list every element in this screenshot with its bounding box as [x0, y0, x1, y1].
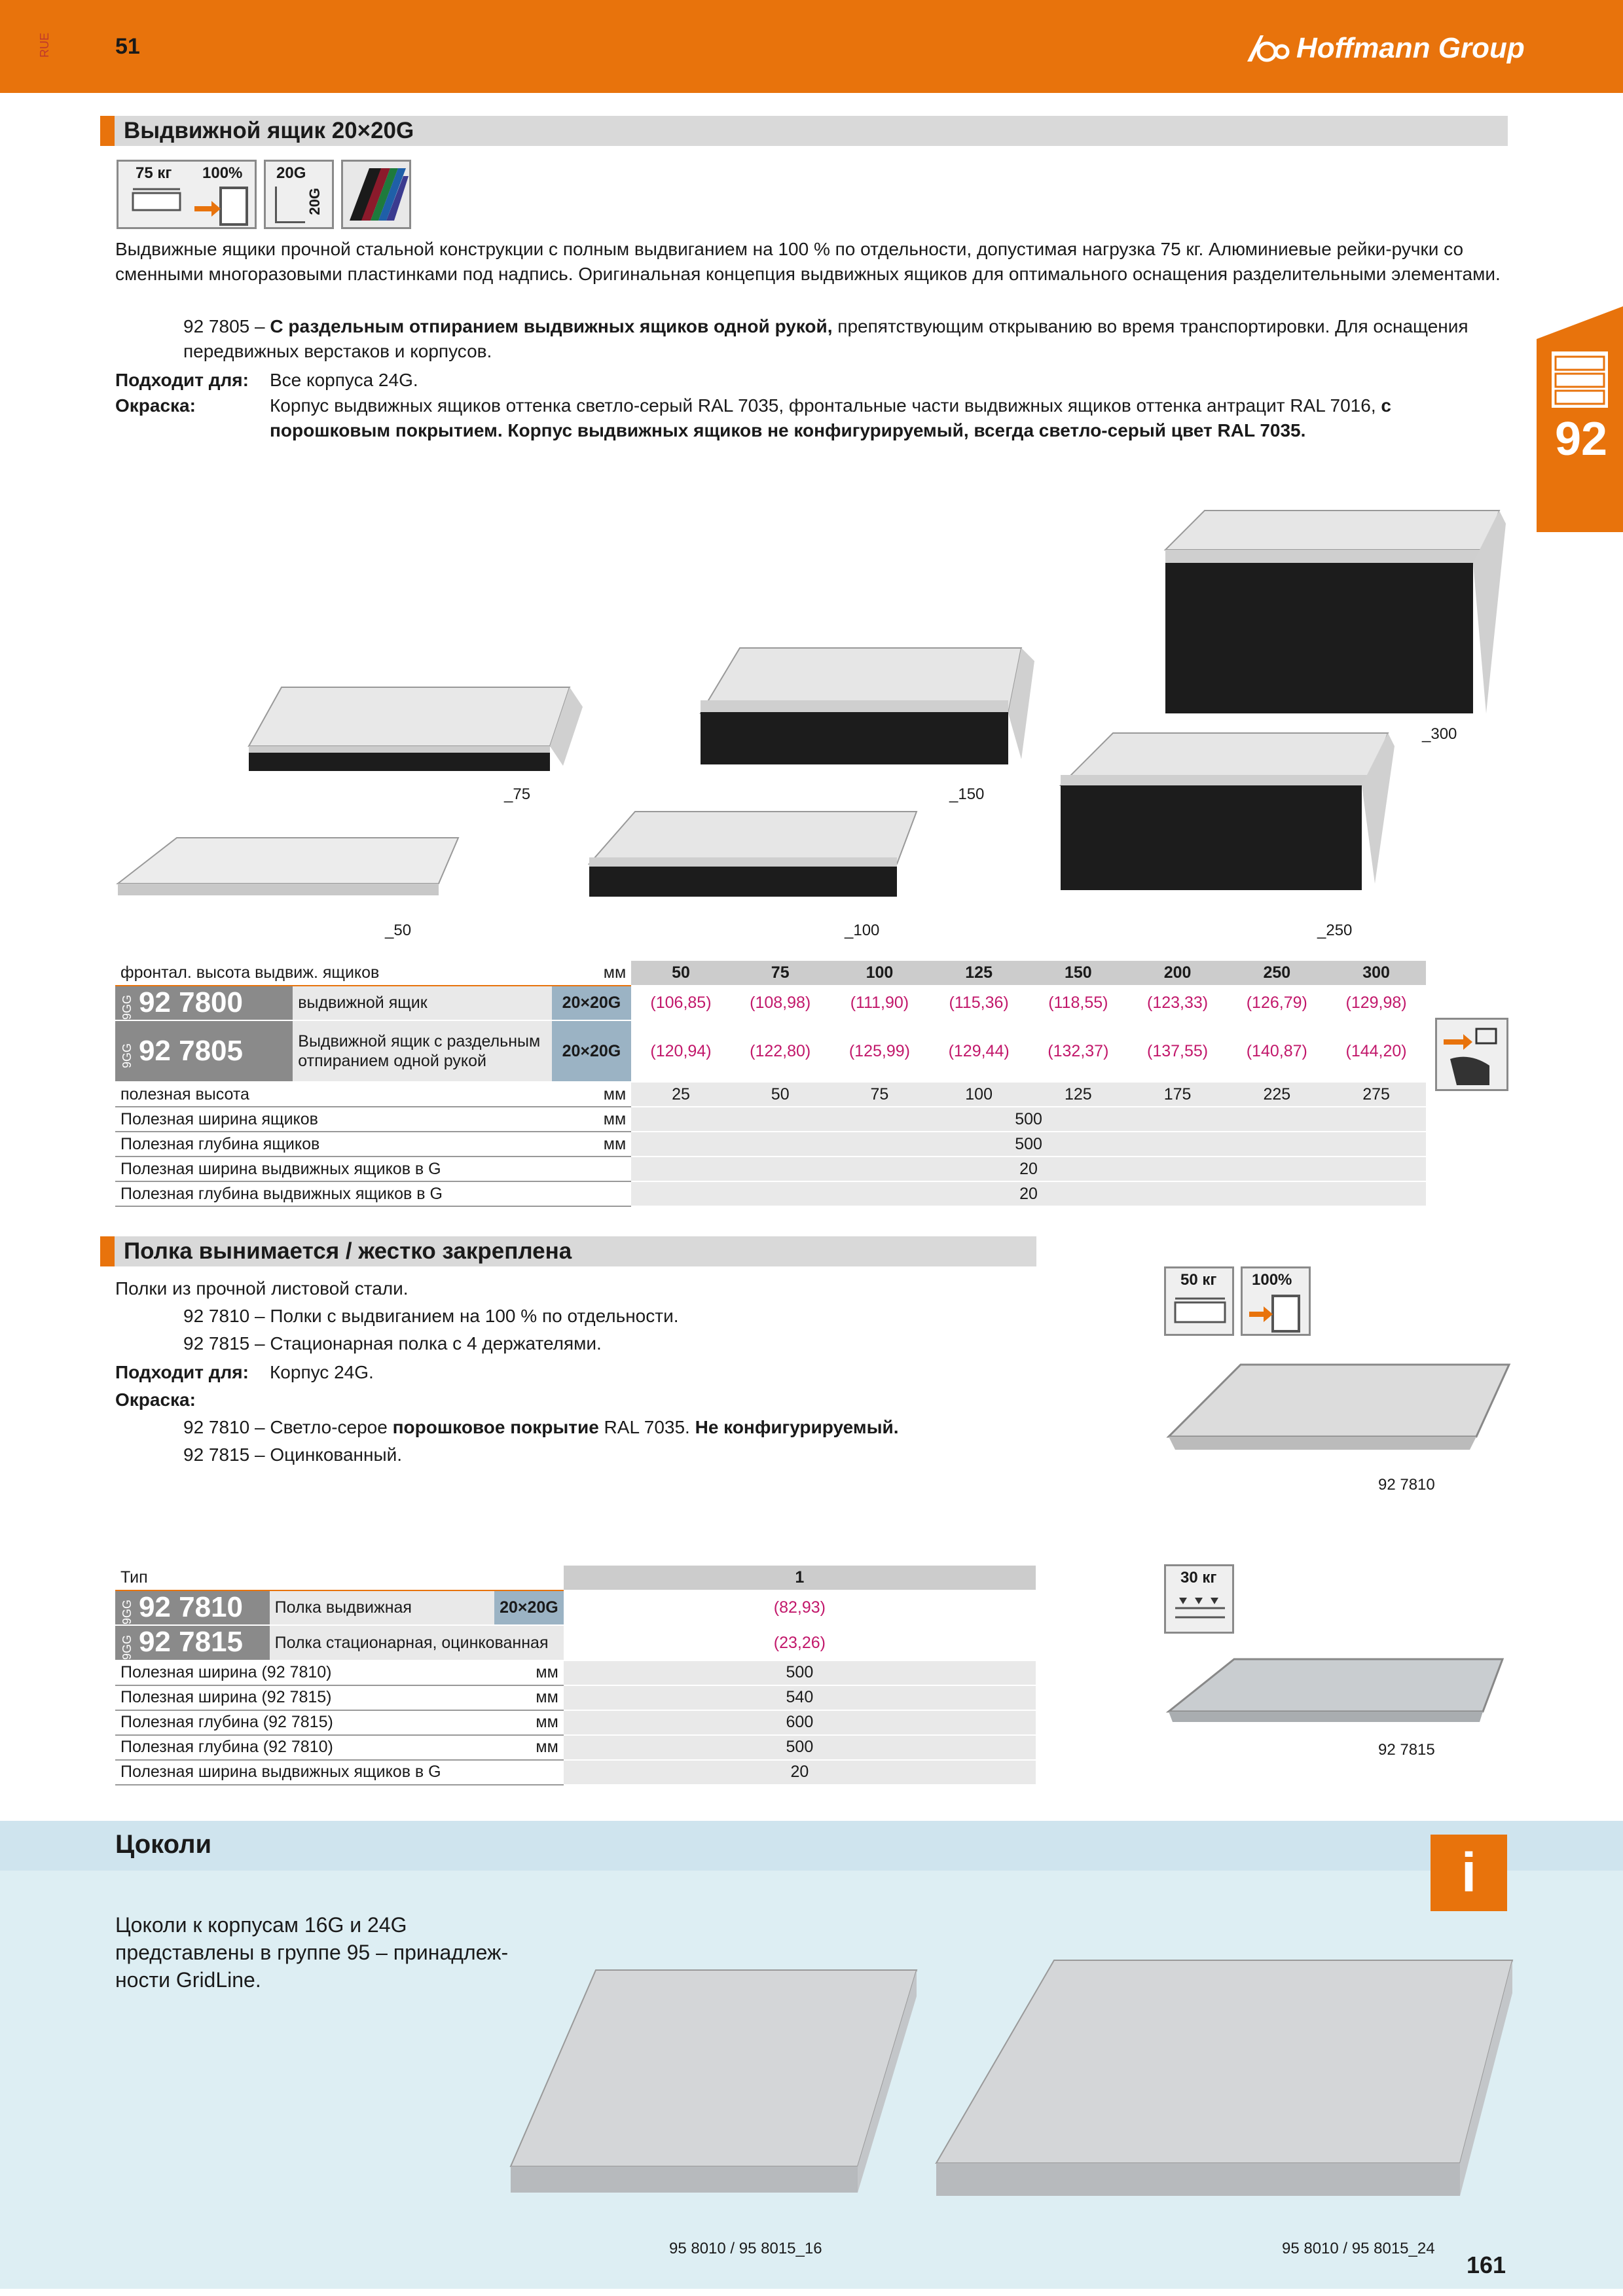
price-cell: (108,98): [731, 986, 830, 1020]
row-prefix: 9GG: [120, 1600, 134, 1625]
item-rest: препятствующим открыванию во время транспортировки. Для оснащения передвижных верстаков и корпусов.: [183, 316, 1468, 361]
grid-label: 20G: [276, 164, 306, 182]
grid-icon: [264, 160, 334, 229]
drawer-caption-150: _150: [949, 785, 985, 803]
plinth-16-image: [504, 1964, 923, 2225]
drawer-caption-250: _250: [1317, 922, 1353, 939]
shelf-table: [115, 1566, 1036, 1785]
table-row: [115, 1735, 1036, 1760]
grid-label-vertical: 20G: [306, 188, 323, 215]
price-cell: (137,55): [1128, 1020, 1228, 1082]
price-cell: (125,99): [830, 1020, 930, 1082]
height-col: 300: [1326, 961, 1426, 986]
article-name: Полка стационарная, оцинкованная: [270, 1625, 564, 1660]
price-cell: (120,94): [631, 1020, 731, 1082]
extension-label: 100%: [202, 164, 243, 182]
paint-item: [183, 1415, 899, 1440]
load-label: 75 кг: [136, 164, 172, 182]
page-number: 161: [1467, 2251, 1506, 2278]
drawer-150-image: [694, 641, 1034, 772]
extension-label: 100%: [1252, 1271, 1292, 1289]
section1-intro: Выдвижные ящики прочной стальной конструкции с полным выдвиганием на 100 % по отдельности, допустимая нагрузка 75 кг. Алюминиевые рейки-ручки со сменными многоразовыми пластинками под надпись. Оригинальная концепция выдвижных ящиков для оптимального оснащения разделительными элементами.: [115, 239, 1501, 284]
useful-height: 50: [731, 1082, 830, 1107]
article-name: Выдвижной ящик с раздельным отпиранием одной рукой: [293, 1020, 551, 1082]
item-code: 92 7810 –: [183, 1417, 265, 1437]
section2-intro: Полки из прочной листовой стали.: [115, 1278, 409, 1299]
article-code: 92 7800: [138, 986, 244, 1018]
unit: [552, 1181, 631, 1206]
height-col: 150: [1029, 961, 1128, 986]
fits-label: Подходит для:: [115, 1362, 249, 1382]
paint-label: Окраска:: [115, 1390, 196, 1410]
table-row: [115, 1590, 1036, 1625]
height-col: 100: [830, 961, 930, 986]
table-row: [115, 1760, 1036, 1785]
price-cell: (129,44): [929, 1020, 1029, 1082]
price-cell: (122,80): [731, 1020, 830, 1082]
height-col: 50: [631, 961, 731, 986]
price-cell: (115,36): [929, 986, 1029, 1020]
section-title-text: Полка вынимается / жестко закреплена: [124, 1238, 572, 1264]
height-header-label: фронтал. высота выдвиж. ящиков: [115, 961, 552, 986]
table-row: [115, 1132, 1426, 1157]
useful-height: 275: [1326, 1082, 1426, 1107]
info-header: [0, 1821, 1623, 1871]
height-col: 200: [1128, 961, 1228, 986]
price-cell: (132,37): [1029, 1020, 1128, 1082]
drawer-caption-300: _300: [1422, 725, 1457, 743]
item-code: 92 7810 –: [183, 1306, 265, 1326]
paint-text: Оцинкованный.: [270, 1444, 403, 1465]
fits-value: Все корпуса 24G.: [270, 370, 418, 390]
drawer-table: [115, 961, 1426, 1207]
useful-height: 125: [1029, 1082, 1128, 1107]
paint-bold: с порошковым покрытием. Корпус выдвижных ящиков не конфигурируемый, всегда светло-серый цвет RAL 7035.: [270, 395, 1391, 440]
spec-value: 20: [564, 1760, 1036, 1785]
unit: мм: [494, 1685, 564, 1710]
unit: [494, 1760, 564, 1785]
drawer-caption-50: _50: [385, 922, 412, 939]
type-label: Тип: [115, 1566, 564, 1590]
spec-label: Полезная ширина (92 7815): [115, 1685, 494, 1710]
table-row: [115, 1625, 1036, 1660]
item-text: Стационарная полка с 4 держателями.: [270, 1333, 602, 1354]
unit: мм: [552, 1132, 631, 1157]
paint-text: Светло-серое: [270, 1417, 393, 1437]
article-code: 92 7810: [138, 1591, 244, 1623]
article-name: Полка выдвижная: [270, 1590, 494, 1625]
section-title-drawer: [100, 116, 1508, 146]
height-col: 125: [929, 961, 1029, 986]
table-row: [115, 1082, 1426, 1107]
drawer-caption-75: _75: [504, 785, 531, 803]
table-row: [115, 1181, 1426, 1206]
paint-bold: Не конфигурируемый.: [695, 1417, 899, 1437]
header-page-ref: 51: [115, 34, 140, 59]
section-title-shelf: [100, 1236, 1036, 1266]
spec-value: 20: [631, 1157, 1426, 1181]
article-code: 92 7815: [138, 1626, 244, 1659]
load-label: 30 кг: [1180, 1569, 1217, 1587]
color-swatch-icon: [341, 160, 411, 229]
height-col: 250: [1227, 961, 1326, 986]
type-value: 1: [564, 1566, 1036, 1590]
section2-item: [183, 1331, 602, 1356]
grid-size: 20×20G: [494, 1590, 564, 1625]
icon-group-load-extension: [117, 160, 257, 229]
drawer-caption-100: _100: [845, 922, 880, 939]
useful-height: 100: [929, 1082, 1029, 1107]
price-cell: (140,87): [1227, 1020, 1326, 1082]
hoffmann-logo-icon: [1244, 32, 1290, 65]
load-tray-icon: [130, 184, 183, 223]
paint-text: RAL 7035.: [598, 1417, 695, 1437]
item-text: Полки с выдвиганием на 100 % по отдельности.: [270, 1306, 679, 1326]
table-row: [115, 1685, 1036, 1710]
table-row: [115, 1020, 1426, 1082]
section1-item: [183, 314, 1506, 364]
grid-size: 20×20G: [552, 1020, 631, 1082]
useful-height: 225: [1227, 1082, 1326, 1107]
paint-item: [183, 1443, 402, 1467]
spec-label: Полезная глубина (92 7810): [115, 1735, 494, 1760]
plinth-24-image: [930, 1954, 1519, 2222]
drawer-300-image: [1159, 504, 1506, 720]
useful-height: 75: [830, 1082, 930, 1107]
unit: мм: [494, 1660, 564, 1685]
fits-value: Корпус 24G.: [270, 1362, 374, 1382]
brand-logo: [1244, 29, 1525, 68]
spec-label: Полезная ширина выдвижных ящиков в G: [115, 1157, 552, 1181]
price-cell: (126,79): [1227, 986, 1326, 1020]
drawer-75-image: [242, 681, 583, 779]
height-col: 75: [731, 961, 830, 986]
info-icon: i: [1431, 1835, 1507, 1911]
shelf-load-icon: [1164, 1266, 1234, 1336]
shelf-caption-927810: 92 7810: [1378, 1476, 1435, 1494]
article-name: выдвижной ящик: [293, 986, 551, 1020]
article-code: 92 7805: [138, 1034, 244, 1067]
table-row: [115, 1107, 1426, 1132]
unit: мм: [494, 1735, 564, 1760]
price-cell: (123,33): [1128, 986, 1228, 1020]
spec-label: Полезная ширина (92 7810): [115, 1660, 494, 1685]
drawer-250-image: [1054, 726, 1395, 897]
unit: мм: [494, 1710, 564, 1735]
spec-label: Полезная ширина выдвижных ящиков в G: [115, 1760, 494, 1785]
table-row: [115, 1660, 1036, 1685]
price-cell: (129,98): [1326, 986, 1426, 1020]
spec-value: 540: [564, 1685, 1036, 1710]
brand-name: Hoffmann Group: [1296, 32, 1525, 64]
spec-label: Полезная глубина (92 7815): [115, 1710, 494, 1735]
shelf-extension-icon: [1241, 1266, 1311, 1336]
price-cell: (144,20): [1326, 1020, 1426, 1082]
row-prefix: 9GG: [120, 995, 134, 1020]
spec-value: 500: [631, 1107, 1426, 1132]
useful-height: 25: [631, 1082, 731, 1107]
section-title-text: Выдвижной ящик 20×20G: [124, 118, 414, 143]
unit: мм: [552, 1082, 631, 1107]
spec-value: 500: [631, 1132, 1426, 1157]
plinth-caption-16: 95 8010 / 95 8015_16: [669, 2240, 822, 2257]
drawer-cabinet-icon: [1550, 350, 1609, 409]
full-extension-icon: [192, 184, 251, 227]
unit: [552, 1157, 631, 1181]
spec-value: 500: [564, 1660, 1036, 1685]
item-bold: С раздельным отпиранием выдвижных ящиков одной рукой,: [270, 316, 833, 336]
paint-value: [270, 393, 1514, 443]
fixed-shelf-image: [1162, 1653, 1516, 1731]
language-code: RUE: [38, 33, 51, 58]
height-header-unit: мм: [552, 961, 631, 986]
price-cell: (82,93): [564, 1590, 1036, 1625]
plinth-title: Цоколи: [115, 1830, 212, 1859]
load-label: 50 кг: [1180, 1271, 1217, 1289]
spec-value: 600: [564, 1710, 1036, 1735]
fixed-shelf-load-icon: [1164, 1564, 1234, 1634]
price-cell: (118,55): [1029, 986, 1128, 1020]
unit: мм: [552, 1107, 631, 1132]
fits-label: Подходит для:: [115, 370, 249, 390]
item-code: 92 7815 –: [183, 1444, 265, 1465]
row-prefix: 9GG: [120, 1043, 134, 1069]
table-row: [115, 1157, 1426, 1181]
useful-height: 175: [1128, 1082, 1228, 1107]
grid-size: 20×20G: [552, 986, 631, 1020]
spec-value: 20: [631, 1181, 1426, 1206]
shelf-caption-927815: 92 7815: [1378, 1741, 1435, 1759]
spec-label: Полезная ширина ящиков: [115, 1107, 552, 1132]
row-prefix: 9GG: [120, 1634, 134, 1660]
item-code: 92 7805 –: [183, 316, 265, 336]
drawer-50-image: [111, 831, 465, 903]
plinth-caption-24: 95 8010 / 95 8015_24: [1282, 2240, 1435, 2257]
plinth-text: Цоколи к корпусам 16G и 24G представлены в группе 95 – принадлеж-ности GridLine.: [115, 1913, 509, 1992]
table-row: [115, 986, 1426, 1020]
useful-height-label: полезная высота: [115, 1082, 552, 1107]
spec-label: Полезная глубина выдвижных ящиков в G: [115, 1181, 552, 1206]
price-cell: (23,26): [564, 1625, 1036, 1660]
item-code: 92 7815 –: [183, 1333, 265, 1354]
paint-label: Окраска:: [115, 395, 196, 416]
spec-value: 500: [564, 1735, 1036, 1760]
section2-item: [183, 1304, 679, 1329]
table-row: [115, 1710, 1036, 1735]
drawer-100-image: [583, 805, 923, 903]
paint-plain: Корпус выдвижных ящиков оттенка светло-серый RAL 7035, фронтальные части выдвижных ящиков оттенка антрацит RAL 7016,: [270, 395, 1381, 416]
chapter-number: 92: [1554, 413, 1608, 465]
spec-label: Полезная глубина ящиков: [115, 1132, 552, 1157]
price-cell: (106,85): [631, 986, 731, 1020]
one-hand-lock-icon: [1435, 1018, 1508, 1091]
price-cell: (111,90): [830, 986, 930, 1020]
pullout-shelf-image: [1162, 1358, 1516, 1463]
paint-bold: порошковое покрытие: [392, 1417, 599, 1437]
